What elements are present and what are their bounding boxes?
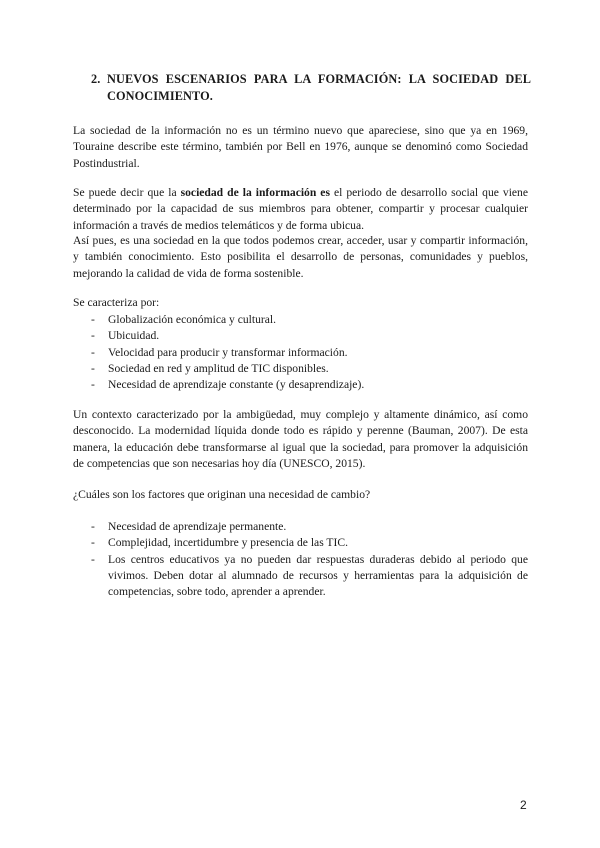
dash-bullet: -	[91, 520, 95, 533]
dash-bullet: -	[91, 552, 95, 566]
definition-paragraph	[73, 185, 528, 234]
context-paragraph: Un contexto caracterizado por la ambigüedad, muy complejo y altamente dinámico, así como desconocido. La modernidad líquida donde todo es rápido y perenne (Bauman, 2007). De esta manera, la educación debe transformarse al igual que la sociedad, para promover la adquisición de competencias que son necesarias hoy día (UNESCO, 2015).	[73, 408, 528, 470]
page-number: 2	[520, 798, 527, 812]
list-item: - Los centros educativos ya no pueden dar respuestas duraderas debido al periodo que vivimos. Deben dotar al alumnado de recursos y herramientas para la adquisición de competencias, sobre todo, aprender a aprender.	[91, 552, 528, 599]
characteristics-intro: Se caracteriza por:	[73, 296, 160, 309]
definition-bold-term: sociedad de la información es	[180, 186, 330, 199]
dash-bullet: -	[91, 313, 95, 326]
dash-bullet: -	[91, 361, 95, 375]
factors-question: ¿Cuáles son los factores que originan una necesidad de cambio?	[73, 488, 371, 501]
list-item: - Sociedad en red y amplitud de TIC disponibles.	[73, 361, 528, 377]
definition-text-start: Se puede decir que la	[73, 186, 181, 199]
list-item: - Necesidad de aprendizaje constante (y desaprendizaje).	[73, 377, 528, 393]
list-item: - Necesidad de aprendizaje permanente.	[73, 519, 528, 535]
section-heading	[91, 71, 531, 105]
dash-bullet: -	[91, 329, 95, 343]
list-item: - Complejidad, incertidumbre y presencia de las TIC.	[73, 535, 528, 551]
dash-bullet: -	[91, 345, 95, 359]
definition-text-end: el periodo de desarrollo social que viene determinado por la capacidad de sus miembros para obtener, compartir y procesar cualquier información a través de medios telemáticos y de forma ubicua.	[73, 186, 529, 232]
list-item: - Globalización económica y cultural.	[73, 312, 528, 328]
continuation-paragraph: Así pues, es una sociedad en la que todos podemos crear, acceder, usar y compartir información, y también conocimiento. Esto posibilita el desarrollo de personas, comunidades y pueblos, mejorando la calidad de vida de forma sostenible.	[73, 234, 528, 280]
factors-list	[73, 519, 528, 600]
dash-bullet: -	[91, 536, 95, 550]
characteristics-list	[73, 312, 528, 393]
intro-paragraph: La sociedad de la información no es un término nuevo que apareciese, sino que ya en 1969, Touraine describe este término, también por Bell en 1976, aunque se denominó como Sociedad Postindustrial.	[73, 124, 528, 170]
dash-bullet: -	[91, 378, 95, 392]
section-title: NUEVOS ESCENARIOS PARA LA FORMACIÓN: LA SOCIEDAD DEL CONOCIMIENTO.	[107, 72, 531, 103]
section-number: 2.	[91, 72, 101, 86]
list-item: - Velocidad para producir y transformar información.	[73, 345, 528, 361]
list-item: - Ubicuidad.	[73, 328, 528, 344]
